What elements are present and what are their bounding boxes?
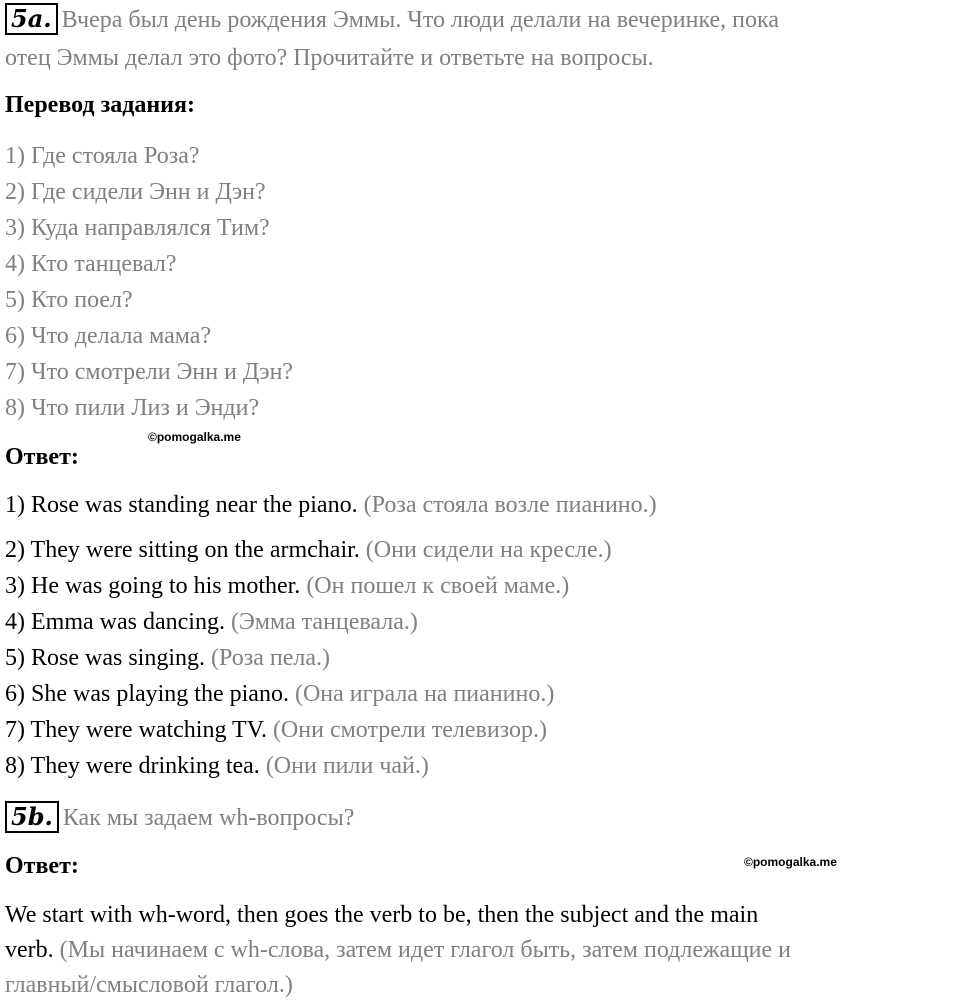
answer-english: 3) He was going to his mother. bbox=[5, 573, 301, 599]
answer-russian: (Роза пела.) bbox=[211, 645, 330, 671]
answer-english: 8) They were drinking tea. bbox=[5, 753, 260, 779]
task-5b-text: Как мы задаем wh-вопросы? bbox=[62, 805, 355, 831]
final-answer-line2 bbox=[5, 932, 791, 968]
answer-item bbox=[5, 532, 612, 568]
task-5a-badge: 5a. bbox=[5, 3, 58, 35]
question-item: 1) Где стояла Роза? bbox=[5, 143, 200, 169]
final-answer-line3: главный/смысловой глагол.) bbox=[5, 972, 293, 998]
watermark: ©pomogalka.me bbox=[744, 855, 837, 869]
translation-heading: Перевод задания: bbox=[5, 92, 195, 118]
answer-russian: (Они пили чай.) bbox=[265, 753, 429, 779]
final-answer-english: verb. bbox=[5, 937, 54, 963]
watermark: ©pomogalka.me bbox=[148, 430, 241, 444]
answer-russian: (Эмма танцевала.) bbox=[230, 609, 418, 635]
answer-item bbox=[5, 568, 569, 604]
answer-item bbox=[5, 676, 554, 712]
question-item: 3) Куда направлялся Тим? bbox=[5, 215, 270, 241]
task-5b bbox=[5, 800, 354, 836]
answer-russian: (Он пошел к своей маме.) bbox=[306, 573, 570, 599]
answer-english: 4) Emma was dancing. bbox=[5, 609, 225, 635]
question-item: 4) Кто танцевал? bbox=[5, 251, 177, 277]
answer-heading: Ответ: bbox=[5, 853, 79, 879]
answer-item bbox=[5, 487, 657, 523]
question-item: 6) Что делала мама? bbox=[5, 323, 212, 349]
answer-russian: (Они смотрели телевизор.) bbox=[272, 717, 548, 743]
task-5b-badge: 5b. bbox=[5, 801, 59, 833]
task-5a-text-line1: Вчера был день рождения Эммы. Что люди делали на вечеринке, пока bbox=[61, 7, 779, 33]
answer-english: 5) Rose was singing. bbox=[5, 645, 205, 671]
answer-russian: (Роза стояла возле пианино.) bbox=[363, 492, 657, 518]
answer-item bbox=[5, 604, 418, 640]
answer-english: 2) They were sitting on the armchair. bbox=[5, 537, 360, 563]
final-answer-line1 bbox=[5, 897, 758, 933]
question-item: 7) Что смотрели Энн и Дэн? bbox=[5, 359, 294, 385]
answer-heading: Ответ: bbox=[5, 444, 79, 470]
answer-russian: (Она играла на пианино.) bbox=[294, 681, 555, 707]
answer-item bbox=[5, 712, 547, 748]
question-item: 2) Где сидели Энн и Дэн? bbox=[5, 179, 266, 205]
answer-english: 7) They were watching TV. bbox=[5, 717, 267, 743]
answer-english: 6) She was playing the piano. bbox=[5, 681, 289, 707]
answer-russian: (Они сидели на кресле.) bbox=[365, 537, 612, 563]
task-5a-text-line2: отец Эммы делал это фото? Прочитайте и ответьте на вопросы. bbox=[5, 45, 654, 71]
question-item: 8) Что пили Лиз и Энди? bbox=[5, 395, 260, 421]
final-answer-russian: (Мы начинаем с wh-слова, затем идет глагол быть, затем подлежащие и bbox=[59, 937, 792, 963]
question-item: 5) Кто поел? bbox=[5, 287, 133, 313]
answer-item bbox=[5, 640, 330, 676]
answer-item bbox=[5, 748, 429, 784]
answer-english: 1) Rose was standing near the piano. bbox=[5, 492, 358, 518]
task-5a bbox=[5, 2, 779, 38]
final-answer-english: We start with wh-word, then goes the verb to be, then the subject and the main bbox=[5, 902, 759, 928]
